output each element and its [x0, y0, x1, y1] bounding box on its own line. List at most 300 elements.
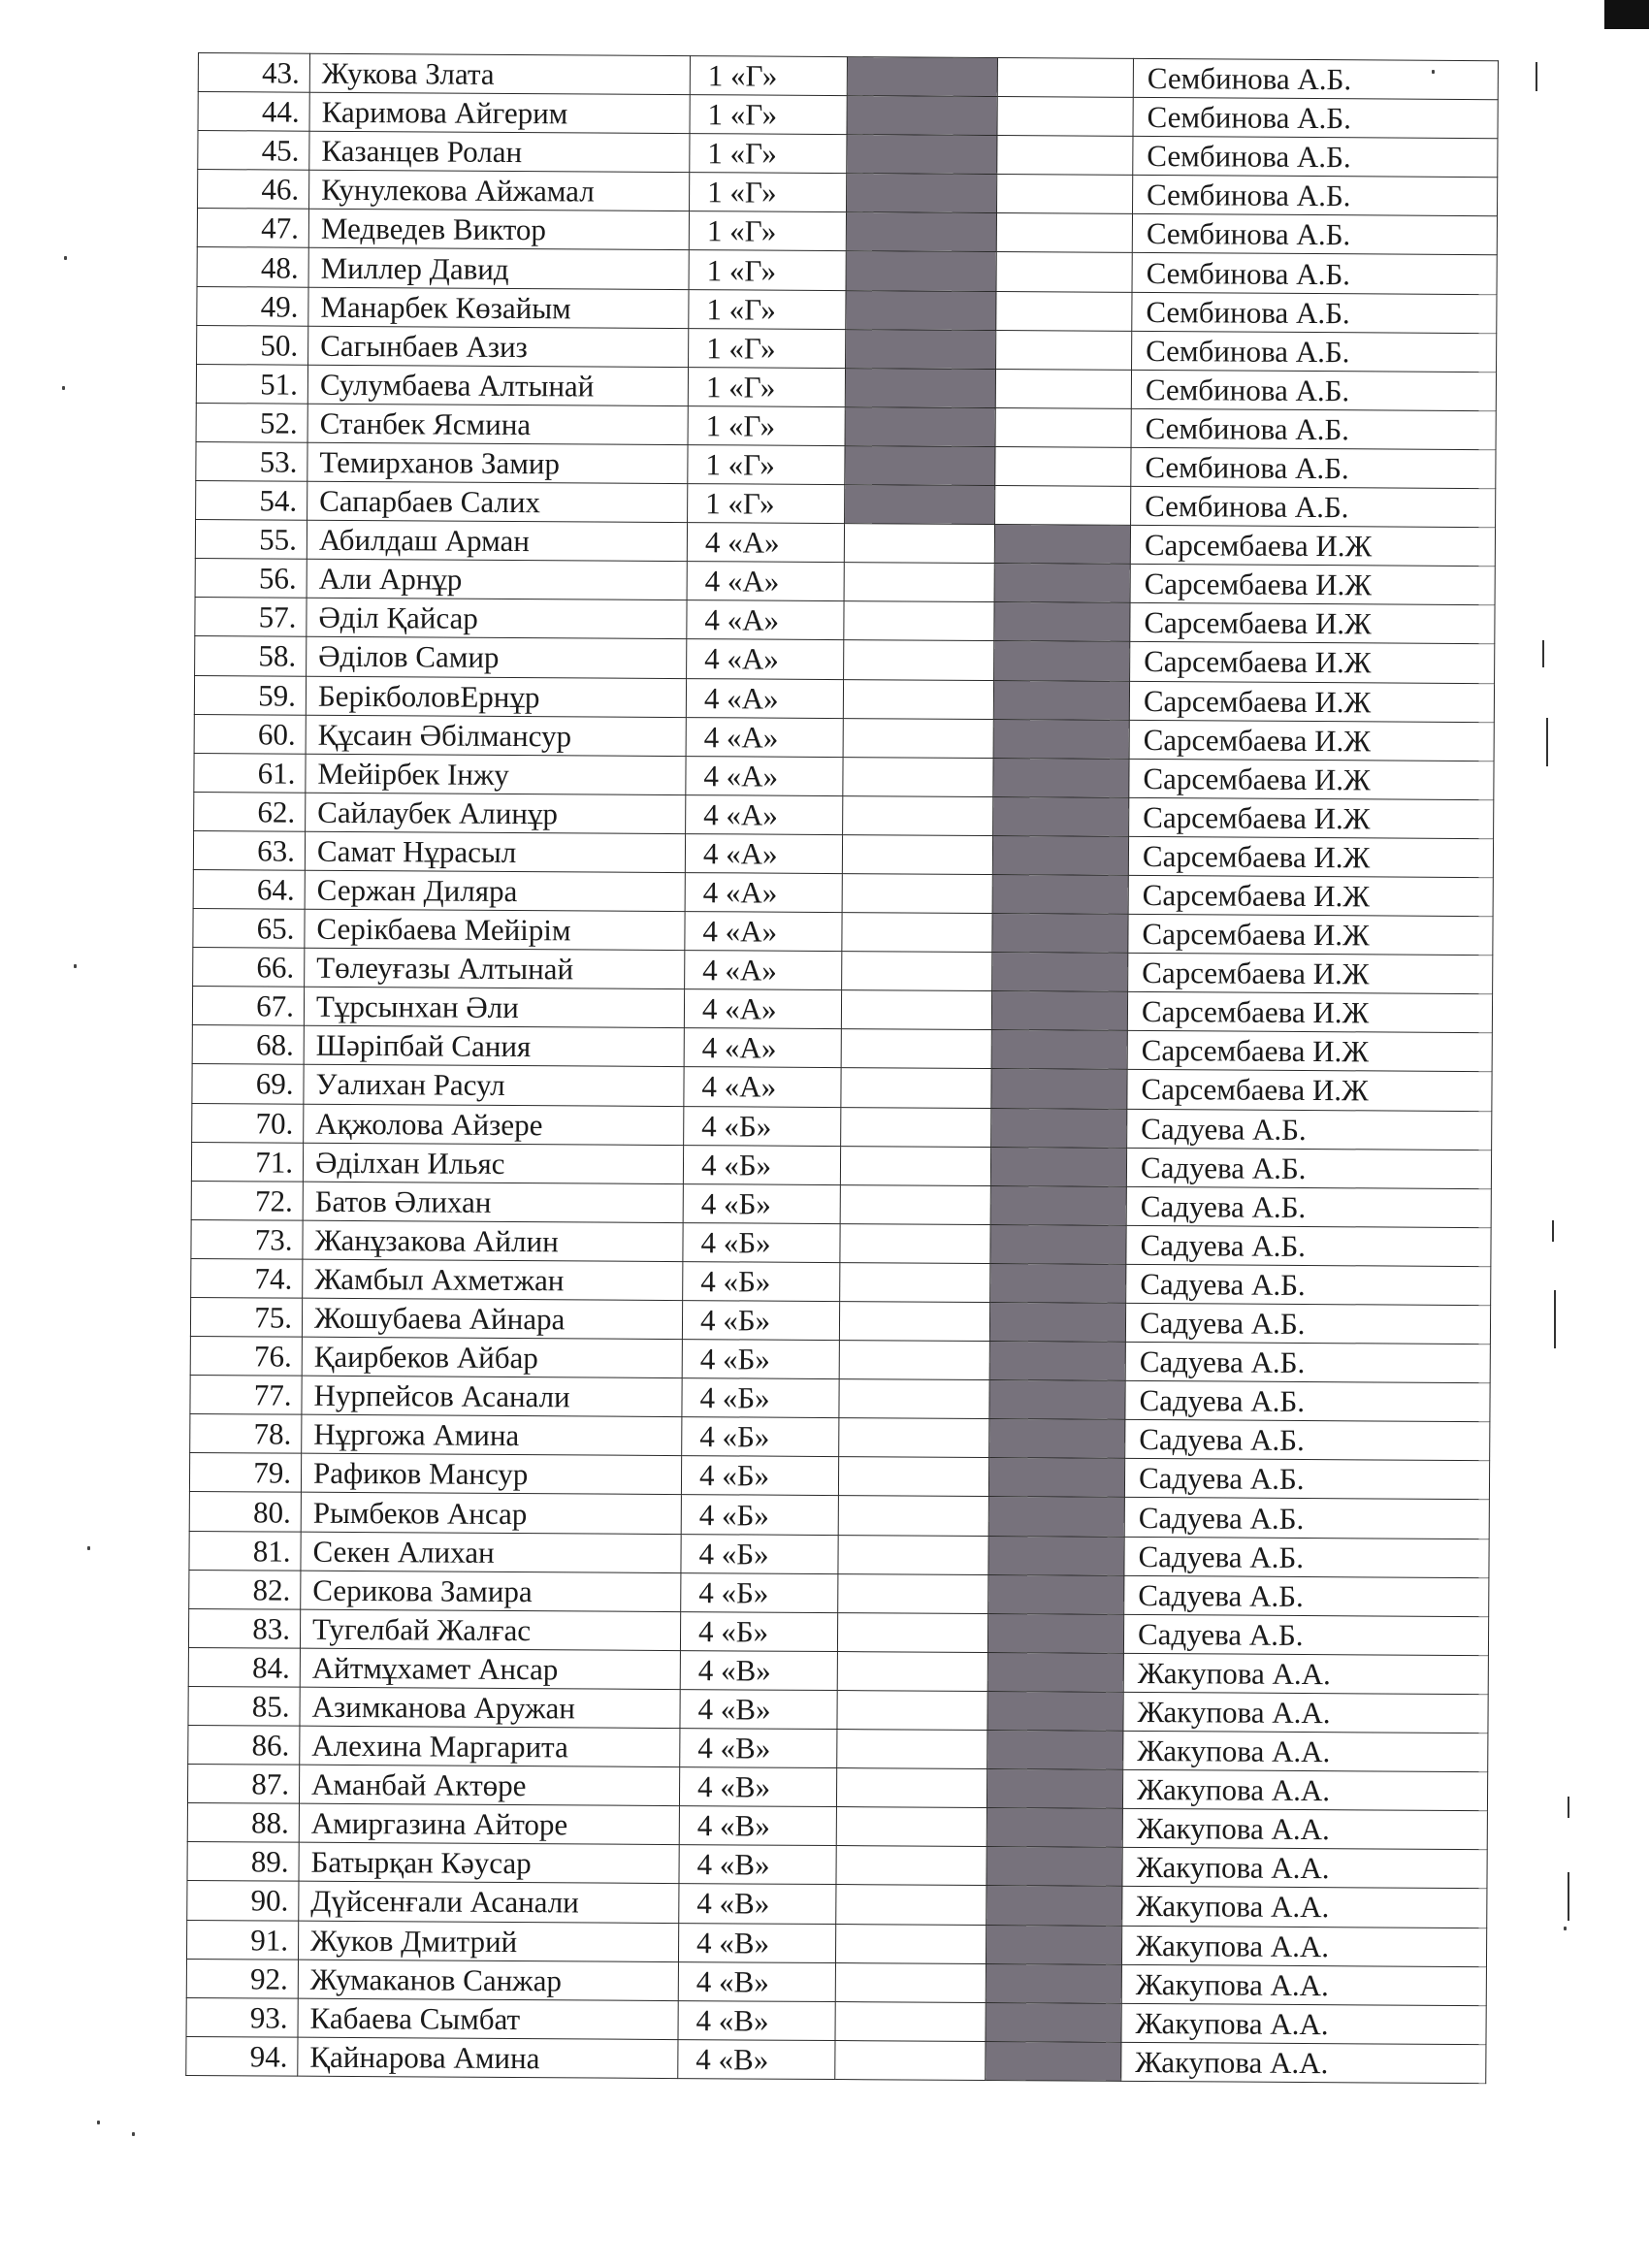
mark-cell-1	[840, 1262, 990, 1302]
student-name: Кабаева Сымбат	[298, 1998, 678, 2039]
class-label: 4 «В»	[680, 1650, 837, 1690]
teacher-name: Жакупова А.А.	[1123, 1692, 1488, 1733]
row-number: 76.	[190, 1337, 302, 1377]
class-label: 4 «Б»	[683, 1183, 840, 1223]
student-name: Нурпейсов Асанали	[302, 1376, 682, 1416]
row-number: 65.	[193, 909, 305, 949]
teacher-name: Сарсембаева И.Ж	[1127, 992, 1492, 1033]
row-number: 85.	[188, 1686, 300, 1726]
student-name: Жукова Злата	[309, 53, 690, 94]
student-name: Сержан Диляра	[305, 870, 685, 911]
class-label: 4 «В»	[679, 1884, 836, 1924]
margin-mark	[1554, 1290, 1556, 1348]
row-number: 48.	[197, 247, 308, 287]
student-name: Айтмұхамет Ансар	[300, 1648, 680, 1689]
margin-mark	[1568, 1797, 1569, 1818]
row-number: 72.	[191, 1181, 303, 1220]
teacher-name: Жакупова А.А.	[1123, 1731, 1488, 1771]
student-name: Аманбай Актөре	[299, 1765, 679, 1805]
teacher-name: Сарсембаева И.Ж	[1130, 526, 1495, 567]
row-number: 92.	[186, 1959, 298, 1998]
teacher-name: Жакупова А.А.	[1121, 1964, 1486, 2005]
row-number: 81.	[189, 1531, 301, 1571]
row-number: 44.	[198, 92, 309, 132]
row-number: 77.	[190, 1376, 302, 1415]
mark-cell-2	[986, 1925, 1121, 1964]
row-number: 75.	[190, 1297, 302, 1337]
mark-cell-2	[986, 1808, 1122, 1848]
class-label: 4 «А»	[687, 562, 844, 601]
mark-cell-1	[838, 1457, 988, 1497]
mark-cell-1	[841, 1029, 991, 1069]
teacher-name: Сарсембаева И.Ж	[1128, 836, 1493, 877]
row-number: 46.	[198, 170, 309, 210]
student-name: Шәріпбай Сания	[304, 1026, 684, 1067]
mark-cell-1	[845, 406, 995, 446]
margin-mark	[1552, 1220, 1554, 1242]
mark-cell-2	[986, 1769, 1122, 1809]
class-label: 4 «А»	[686, 794, 843, 834]
class-label: 4 «А»	[686, 678, 843, 718]
student-name: Әділ Қайсар	[307, 599, 687, 639]
row-number: 78.	[190, 1414, 302, 1454]
scan-dot	[97, 2121, 100, 2124]
mark-cell-2	[988, 1458, 1124, 1498]
row-number: 52.	[196, 403, 307, 442]
row-number: 66.	[193, 948, 305, 988]
class-label: 1 «Г»	[690, 56, 847, 96]
mark-cell-2	[995, 446, 1131, 486]
mark-cell-1	[844, 524, 994, 564]
row-number: 56.	[195, 559, 307, 599]
mark-cell-2	[989, 1419, 1125, 1459]
mark-cell-2	[987, 1691, 1123, 1731]
mark-cell-2	[993, 680, 1129, 720]
teacher-name: Садуева А.Б.	[1124, 1575, 1489, 1616]
mark-cell-1	[840, 1223, 990, 1263]
scan-dot	[62, 386, 65, 390]
teacher-name: Сарсембаева И.Ж	[1127, 1031, 1492, 1072]
student-name: Самат Нұрасыл	[305, 831, 685, 872]
student-name: БерікболовЕрнұр	[306, 676, 686, 717]
class-label: 4 «Б»	[682, 1417, 839, 1457]
mark-cell-1	[844, 563, 994, 602]
mark-cell-2	[995, 486, 1131, 526]
row-number: 79.	[189, 1453, 301, 1493]
mark-cell-2	[994, 641, 1130, 681]
teacher-name: Сарсембаева И.Ж	[1129, 681, 1494, 722]
row-number: 82.	[189, 1570, 301, 1609]
margin-mark	[1568, 1872, 1569, 1921]
class-label: 4 «В»	[679, 1806, 836, 1846]
class-label: 4 «Б»	[682, 1378, 839, 1418]
row-number: 62.	[194, 792, 306, 831]
class-label: 4 «А»	[685, 833, 842, 873]
class-label: 1 «Г»	[689, 211, 846, 251]
student-name: Манарбек Көзайым	[308, 287, 689, 328]
row-number: 94.	[186, 2036, 298, 2076]
student-name: Азимканова Аружан	[300, 1687, 680, 1728]
mark-cell-1	[838, 1573, 988, 1613]
teacher-name: Садуева А.Б.	[1126, 1264, 1491, 1305]
teacher-name: Садуева А.Б.	[1126, 1225, 1491, 1266]
student-name: Төлеуғазы Алтынай	[305, 948, 685, 988]
class-label: 4 «Б»	[684, 1106, 841, 1146]
mark-cell-1	[841, 1068, 991, 1108]
student-name: Серікбаева Мейірім	[305, 909, 685, 950]
teacher-name: Сембинова А.Б.	[1132, 253, 1497, 294]
student-name: Алехина Маргарита	[300, 1726, 680, 1766]
class-label: 4 «А»	[685, 951, 842, 990]
mark-cell-1	[845, 368, 995, 407]
student-name: Сайлаубек Алинұр	[306, 793, 686, 833]
mark-cell-1	[844, 640, 994, 680]
class-label: 4 «В»	[679, 1845, 836, 1885]
mark-cell-2	[989, 1303, 1125, 1343]
class-label: 4 «А»	[685, 912, 842, 952]
mark-cell-1	[839, 1418, 989, 1458]
row-number: 45.	[198, 131, 309, 171]
row-number: 50.	[197, 325, 308, 365]
mark-cell-1	[839, 1302, 989, 1342]
mark-cell-2	[987, 1613, 1123, 1653]
mark-cell-2	[997, 175, 1133, 214]
mark-cell-2	[989, 1342, 1125, 1381]
class-label: 4 «Б»	[681, 1495, 838, 1535]
mark-cell-1	[840, 1184, 990, 1224]
student-name: Уалихан Расул	[304, 1065, 684, 1106]
mark-cell-2	[988, 1574, 1124, 1614]
row-number: 73.	[191, 1219, 303, 1259]
student-name: Нұргожа Амина	[302, 1414, 682, 1455]
teacher-name: Сарсембаева И.Ж	[1129, 797, 1494, 838]
teacher-name: Жакупова А.А.	[1122, 1769, 1487, 1810]
row-number: 93.	[186, 1997, 298, 2037]
class-label: 4 «Б»	[681, 1572, 838, 1612]
student-name: Жанұзакова Айлин	[303, 1220, 683, 1261]
mark-cell-2	[993, 719, 1129, 759]
student-name: Медведев Виктор	[308, 210, 689, 250]
row-number: 69.	[192, 1064, 304, 1104]
class-label: 1 «Г»	[688, 445, 845, 485]
teacher-name: Сарсембаева И.Ж	[1127, 1070, 1492, 1111]
class-label: 4 «Б»	[680, 1611, 837, 1651]
teacher-name: Сембинова А.Б.	[1132, 214, 1497, 255]
mark-cell-1	[847, 135, 997, 175]
mark-cell-2	[991, 1069, 1127, 1109]
mark-cell-1	[847, 57, 997, 97]
row-number: 80.	[189, 1492, 301, 1532]
mark-cell-1	[839, 1379, 989, 1419]
row-number: 61.	[194, 753, 306, 793]
teacher-name: Сарсембаева И.Ж	[1129, 759, 1494, 799]
student-name: Тугелбай Жалғас	[300, 1609, 680, 1650]
teacher-name: Садуева А.Б.	[1127, 1109, 1492, 1150]
row-number: 90.	[187, 1881, 299, 1921]
row-number: 55.	[195, 520, 307, 560]
class-label: 4 «А»	[687, 639, 844, 679]
mark-cell-2	[997, 58, 1133, 98]
row-number: 74.	[191, 1258, 303, 1298]
scan-dot	[132, 2132, 135, 2136]
student-name: Құсаин Әбілмансур	[306, 715, 686, 756]
class-label: 4 «В»	[680, 1690, 837, 1730]
student-table	[185, 52, 1499, 2084]
mark-cell-2	[990, 1147, 1126, 1186]
teacher-name: Сембинова А.Б.	[1132, 331, 1497, 372]
student-name: Сапарбаев Салих	[307, 481, 688, 522]
mark-cell-2	[994, 564, 1130, 603]
mark-cell-2	[996, 330, 1132, 370]
row-number: 91.	[186, 1920, 298, 1960]
row-number: 67.	[192, 987, 304, 1026]
mark-cell-2	[986, 1886, 1122, 1926]
class-label: 4 «А»	[684, 1067, 841, 1107]
scan-dot	[1564, 1927, 1567, 1930]
mark-cell-1	[847, 96, 997, 136]
class-label: 4 «Б»	[682, 1340, 839, 1379]
mark-cell-1	[842, 834, 992, 874]
row-number: 88.	[187, 1803, 299, 1843]
mark-cell-1	[843, 718, 993, 758]
mark-cell-2	[997, 97, 1133, 137]
teacher-name: Сембинова А.Б.	[1133, 137, 1498, 178]
student-name: Жамбыл Ахметжан	[303, 1259, 683, 1300]
mark-cell-1	[837, 1730, 987, 1769]
student-name: Сагынбаев Азиз	[308, 326, 689, 367]
margin-mark	[1536, 62, 1537, 91]
row-number: 47.	[197, 209, 308, 248]
row-number: 70.	[192, 1103, 304, 1143]
mark-cell-2	[995, 369, 1131, 408]
class-label: 4 «Б»	[683, 1222, 840, 1262]
margin-mark	[1542, 640, 1544, 667]
teacher-name: Сембинова А.Б.	[1131, 447, 1496, 488]
row-number: 54.	[196, 481, 307, 521]
class-label: 1 «Г»	[689, 289, 846, 329]
mark-cell-2	[986, 1847, 1122, 1887]
margin-mark	[1546, 718, 1548, 766]
row-number: 51.	[196, 364, 307, 404]
mark-cell-1	[843, 757, 993, 796]
mark-cell-1	[842, 913, 992, 953]
class-label: 4 «А»	[684, 989, 841, 1029]
scan-edge-mark	[1604, 0, 1649, 29]
teacher-name: Садуева А.Б.	[1126, 1186, 1491, 1227]
row-number: 86.	[188, 1726, 300, 1766]
class-label: 4 «А»	[686, 756, 843, 795]
mark-cell-1	[842, 952, 992, 991]
teacher-name: Сембинова А.Б.	[1133, 58, 1498, 99]
teacher-name: Сембинова А.Б.	[1132, 292, 1497, 333]
mark-cell-1	[846, 290, 996, 330]
teacher-name: Садуева А.Б.	[1125, 1342, 1490, 1382]
teacher-name: Жакупова А.А.	[1121, 2003, 1486, 2044]
row-number: 89.	[187, 1842, 299, 1882]
mark-cell-1	[836, 1807, 986, 1847]
class-label: 1 «Г»	[688, 405, 845, 445]
mark-cell-2	[991, 1108, 1127, 1148]
mark-cell-2	[993, 796, 1129, 836]
teacher-name: Жакупова А.А.	[1121, 1926, 1486, 1966]
mark-cell-1	[837, 1651, 987, 1691]
class-label: 4 «В»	[678, 1923, 835, 1962]
class-label: 4 «Б»	[683, 1261, 840, 1301]
mark-cell-1	[846, 251, 996, 291]
mark-cell-2	[996, 291, 1132, 331]
class-label: 4 «А»	[686, 717, 843, 757]
teacher-name: Садуева А.Б.	[1126, 1148, 1491, 1188]
mark-cell-2	[992, 914, 1128, 954]
teacher-name: Сарсембаева И.Ж	[1130, 603, 1495, 644]
teacher-name: Сарсембаева И.Ж	[1128, 914, 1493, 955]
row-number: 59.	[194, 675, 306, 715]
mark-cell-2	[992, 835, 1128, 875]
row-number: 63.	[193, 830, 305, 870]
teacher-name: Жакупова А.А.	[1122, 1848, 1487, 1889]
mark-cell-1	[839, 1341, 989, 1380]
teacher-name: Садуева А.Б.	[1123, 1614, 1488, 1655]
mark-cell-2	[993, 758, 1129, 797]
teacher-name: Жакупова А.А.	[1123, 1653, 1488, 1694]
class-label: 4 «Б»	[681, 1534, 838, 1573]
row-number: 87.	[187, 1765, 299, 1804]
class-label: 4 «А»	[684, 1028, 841, 1068]
mark-cell-1	[845, 485, 995, 525]
mark-cell-1	[843, 795, 993, 835]
mark-cell-2	[986, 2002, 1121, 2042]
mark-cell-1	[841, 1107, 991, 1147]
mark-cell-2	[995, 407, 1131, 447]
student-name: Батырқан Кәусар	[299, 1842, 679, 1883]
mark-cell-1	[846, 212, 996, 252]
row-number: 57.	[195, 598, 307, 637]
mark-cell-1	[840, 1146, 990, 1185]
class-label: 4 «А»	[687, 523, 844, 563]
student-name: Рафиков Мансур	[301, 1454, 681, 1495]
row-number: 68.	[192, 1025, 304, 1065]
student-name: Амиргазина Айторе	[299, 1803, 679, 1844]
mark-cell-1	[835, 2001, 986, 2041]
teacher-name: Сембинова А.Б.	[1131, 370, 1496, 410]
student-name: Каримова Айгерим	[309, 92, 690, 133]
scan-dot	[74, 964, 77, 968]
mark-cell-2	[987, 1652, 1123, 1692]
class-label: 4 «В»	[678, 2000, 835, 2040]
mark-cell-1	[845, 446, 995, 486]
mark-cell-1	[841, 990, 991, 1030]
mark-cell-1	[837, 1612, 987, 1652]
student-name: Али Арнұр	[307, 559, 687, 599]
student-name: Батов Әлихан	[303, 1182, 683, 1222]
class-label: 1 «Г»	[688, 367, 845, 406]
teacher-name: Сембинова А.Б.	[1133, 97, 1498, 138]
mark-cell-2	[988, 1497, 1124, 1537]
mark-cell-2	[990, 1185, 1126, 1225]
mark-cell-1	[835, 1962, 986, 2002]
student-name: Серикова Замира	[301, 1571, 681, 1611]
teacher-name: Садуева А.Б.	[1125, 1381, 1490, 1422]
class-label: 1 «Г»	[690, 95, 847, 135]
mark-cell-1	[836, 1885, 986, 1925]
mark-cell-1	[844, 601, 994, 641]
class-label: 4 «В»	[678, 1961, 835, 2001]
class-label: 1 «Г»	[689, 328, 846, 368]
student-name: Станбек Ясмина	[307, 404, 688, 444]
teacher-name: Сембинова А.Б.	[1132, 176, 1497, 216]
teacher-name: Садуева А.Б.	[1124, 1459, 1489, 1500]
mark-cell-2	[992, 874, 1128, 914]
class-label: 4 «В»	[680, 1729, 837, 1768]
student-name: Жошубаева Айнара	[302, 1298, 682, 1339]
mark-cell-1	[838, 1535, 988, 1574]
student-name: Ақжолова Айзере	[304, 1104, 684, 1145]
teacher-name: Сарсембаева И.Ж	[1129, 720, 1494, 761]
mark-cell-2	[996, 252, 1132, 292]
student-name: Миллер Давид	[308, 248, 689, 289]
mark-cell-2	[990, 1224, 1126, 1264]
mark-cell-1	[847, 174, 997, 213]
student-name: Темирханов Замир	[307, 442, 688, 483]
student-name: Тұрсынхан Әли	[304, 987, 684, 1027]
teacher-name: Сарсембаева И.Ж	[1130, 565, 1495, 605]
student-name: Кунулекова Айжамал	[309, 170, 690, 211]
teacher-name: Жакупова А.А.	[1121, 2042, 1486, 2084]
mark-cell-2	[994, 602, 1130, 642]
row-number: 84.	[188, 1647, 300, 1687]
mark-cell-1	[836, 1846, 986, 1886]
class-label: 1 «Г»	[690, 173, 847, 212]
mark-cell-2	[991, 991, 1127, 1031]
student-name: Рымбеков Ансар	[301, 1493, 681, 1534]
mark-cell-1	[837, 1690, 987, 1730]
class-label: 1 «Г»	[690, 134, 847, 174]
row-number: 49.	[197, 286, 308, 326]
class-label: 4 «В»	[679, 1767, 836, 1807]
mark-cell-2	[996, 213, 1132, 253]
mark-cell-1	[836, 1768, 986, 1808]
mark-cell-2	[991, 1030, 1127, 1070]
class-label: 1 «Г»	[689, 250, 846, 290]
student-name: Абилдаш Арман	[307, 520, 687, 561]
class-label: 4 «Б»	[681, 1456, 838, 1496]
student-name: Дүйсенғали Асанали	[299, 1882, 679, 1923]
row-number: 64.	[193, 869, 305, 909]
mark-cell-2	[994, 525, 1130, 565]
teacher-name: Садуева А.Б.	[1125, 1420, 1490, 1461]
scan-dot	[87, 1546, 90, 1550]
row-number: 71.	[191, 1142, 303, 1182]
row-number: 83.	[188, 1608, 300, 1648]
mark-cell-1	[835, 1924, 986, 1963]
row-number: 43.	[198, 53, 309, 93]
row-number: 53.	[196, 441, 307, 481]
mark-cell-1	[846, 329, 996, 369]
student-name: Секен Алихан	[301, 1532, 681, 1572]
student-name: Сулумбаева Алтынай	[307, 365, 688, 405]
mark-cell-2	[987, 1731, 1123, 1770]
student-name: Мейірбек Інжу	[306, 754, 686, 794]
student-name: Қаирбеков Айбар	[302, 1337, 682, 1377]
teacher-name: Сембинова А.Б.	[1131, 408, 1496, 449]
table-row	[186, 2036, 1486, 2083]
mark-cell-1	[838, 1496, 988, 1536]
mark-cell-2	[988, 1536, 1124, 1575]
mark-cell-2	[992, 953, 1128, 992]
mark-cell-1	[843, 679, 993, 719]
mark-cell-2	[997, 136, 1133, 176]
student-name: Әділхан Ильяс	[303, 1143, 683, 1183]
